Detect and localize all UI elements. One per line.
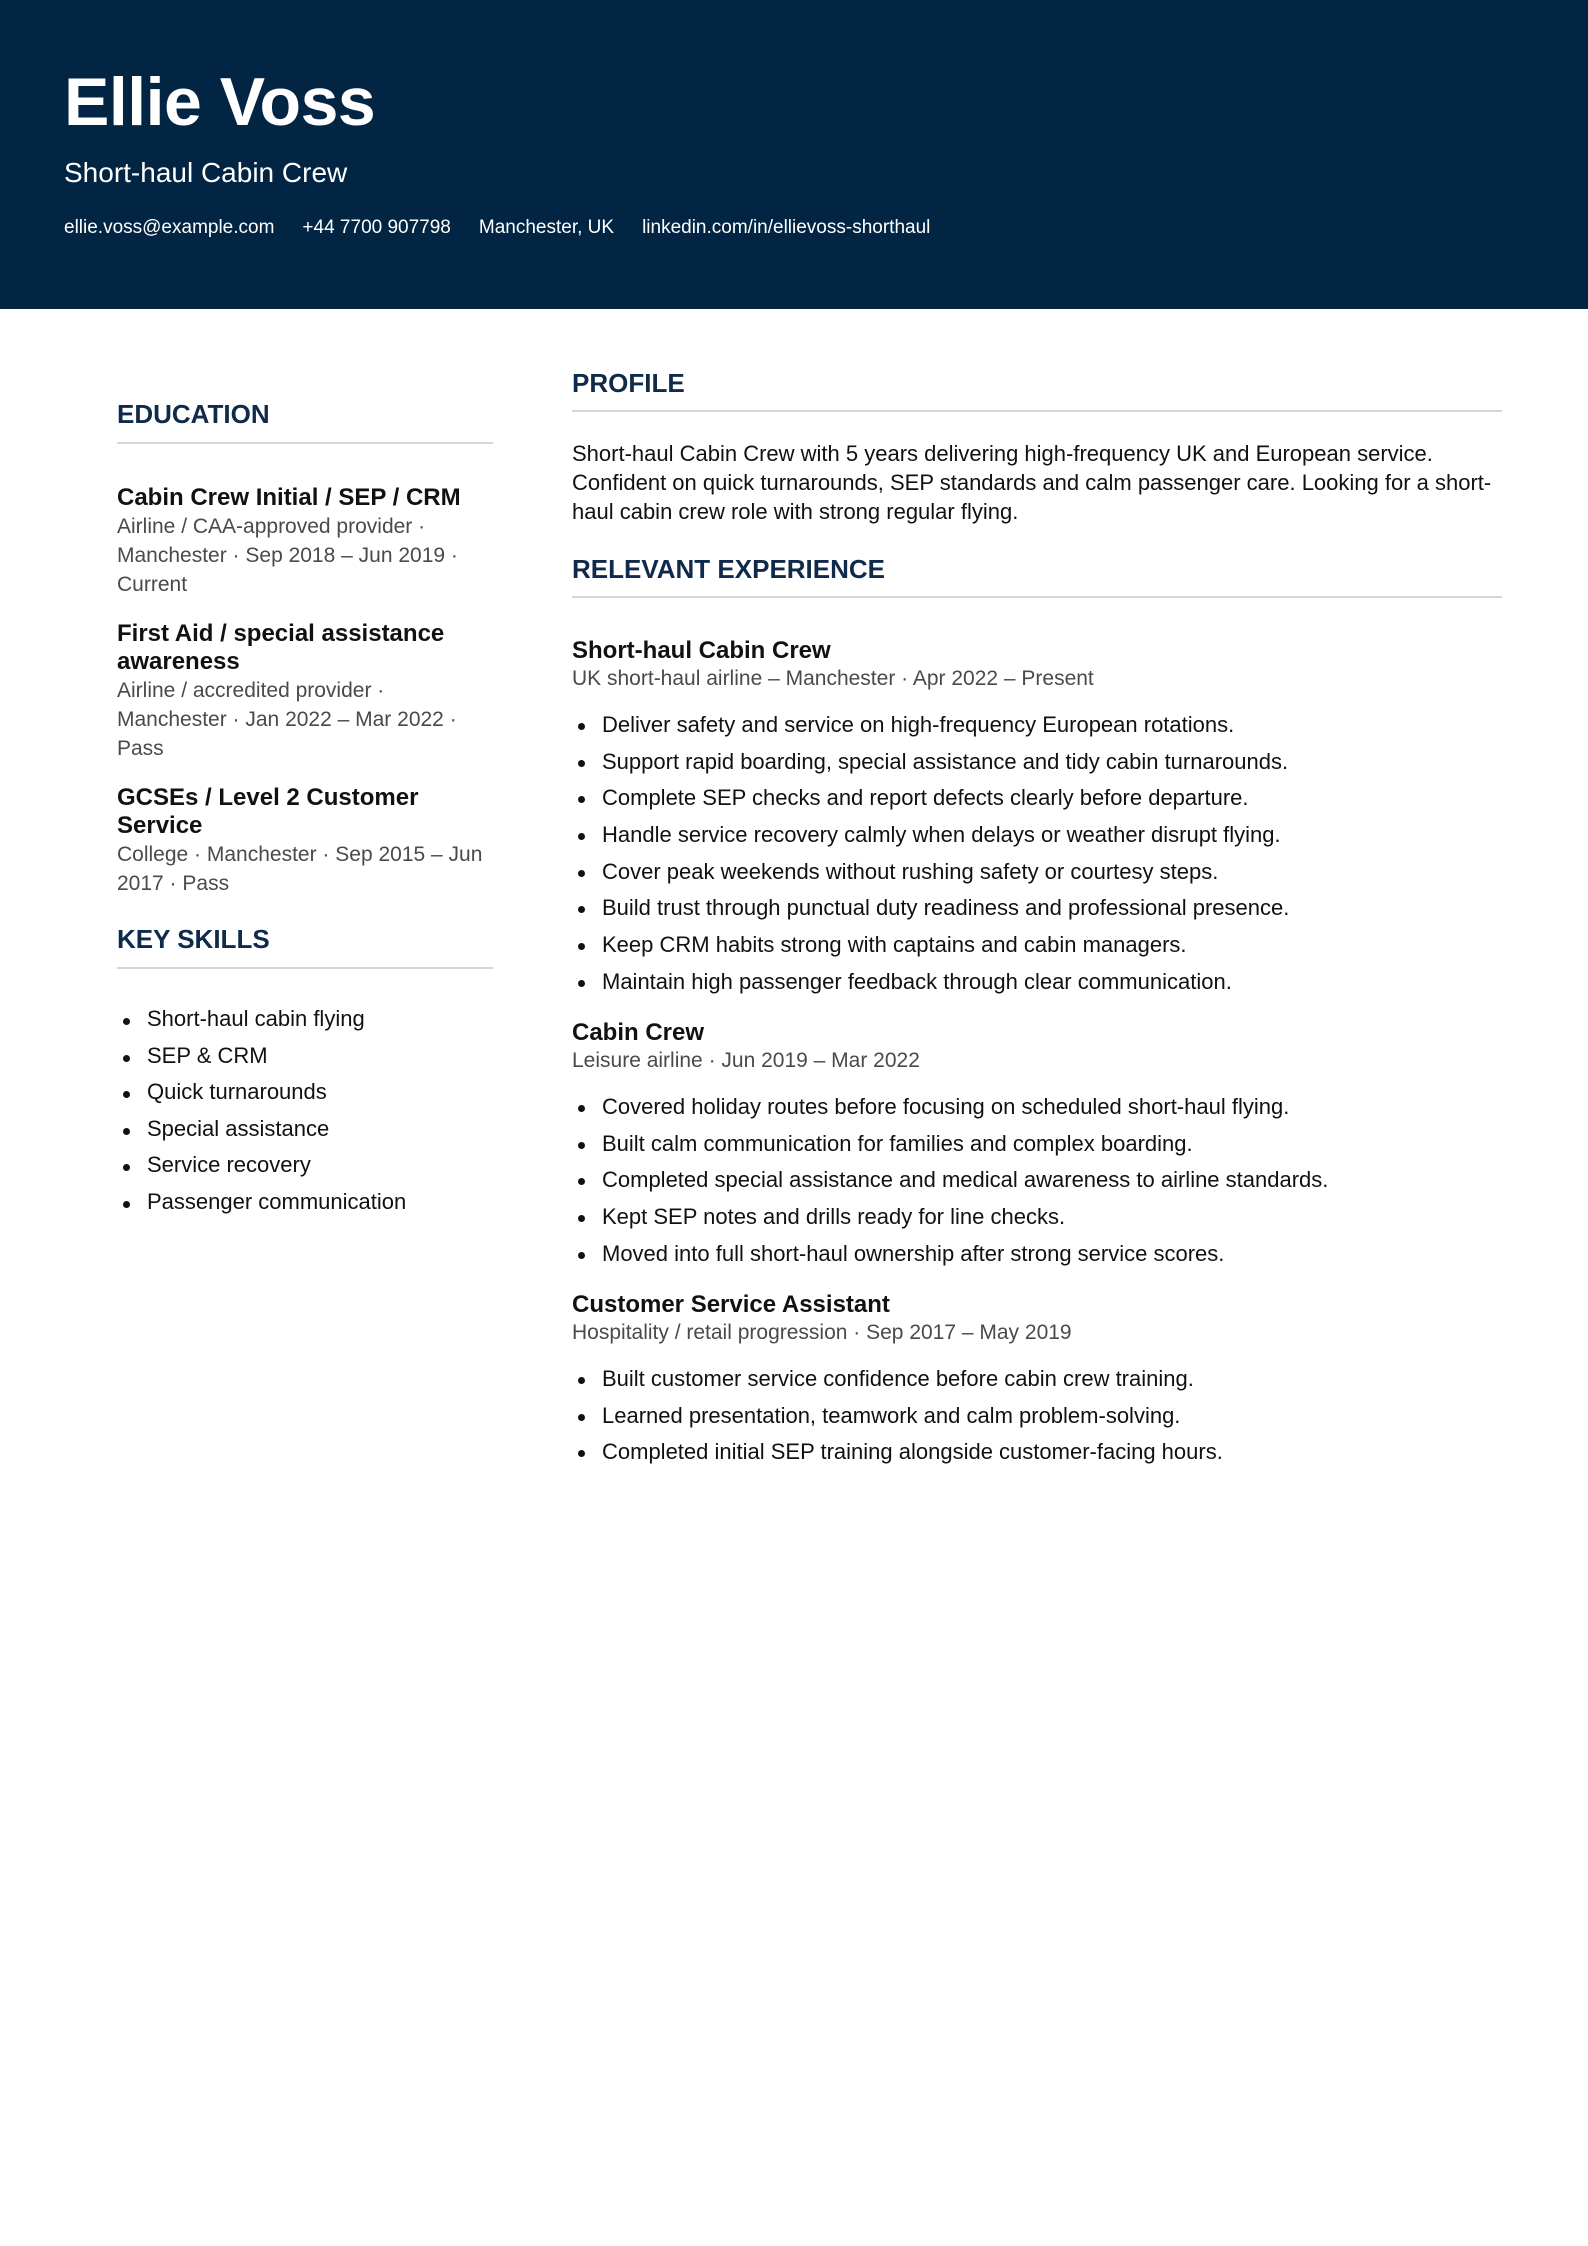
contact-line (64, 215, 930, 241)
skills-list (117, 1003, 493, 1223)
job-bullets (572, 1090, 1512, 1273)
job-bullet: Built customer service confidence before cabin crew training. (572, 1362, 1512, 1399)
skill-item: Quick turnarounds (117, 1076, 493, 1113)
skill-item: Short-haul cabin flying (117, 1003, 493, 1040)
skill-item: Service recovery (117, 1149, 493, 1186)
job-title: Cabin Crew (572, 1019, 705, 1046)
education-item (117, 784, 493, 898)
education-item (117, 484, 493, 599)
experience-heading: RELEVANT EXPERIENCE (572, 554, 886, 584)
job-bullet: Complete SEP checks and report defects clearly before departure. (572, 781, 1512, 818)
job-meta: Leisure airline · Jun 2019 – Mar 2022 (572, 1049, 920, 1072)
job-bullet: Covered holiday routes before focusing on scheduled short-haul flying. (572, 1090, 1512, 1127)
resume-header (0, 0, 1588, 309)
profile-divider (572, 410, 1502, 412)
job-bullet: Deliver safety and service on high-frequency European rotations. (572, 708, 1512, 745)
candidate-title: Short-haul Cabin Crew (64, 157, 348, 188)
job-entry (572, 637, 1512, 1002)
education-item (117, 620, 493, 763)
job-bullet: Keep CRM habits strong with captains and cabin managers. (572, 928, 1512, 965)
contact-location: Manchester, UK (478, 217, 615, 238)
education-divider (117, 442, 493, 444)
job-bullet: Completed initial SEP training alongside customer-facing hours. (572, 1435, 1512, 1472)
job-bullet: Completed special assistance and medical awareness to airline standards. (572, 1163, 1512, 1200)
job-meta: Hospitality / retail progression · Sep 2017 – May 2019 (572, 1321, 1072, 1344)
education-heading: EDUCATION (117, 399, 270, 429)
education-item-meta: Airline / CAA-approved provider · Manchester · Sep 2018 – Jun 2019 · Current (117, 515, 458, 596)
job-title: Customer Service Assistant (572, 1291, 890, 1318)
job-entry (572, 1291, 1512, 1472)
job-bullet: Handle service recovery calmly when delays or weather disrupt flying. (572, 818, 1512, 855)
job-bullet: Maintain high passenger feedback through clear communication. (572, 965, 1512, 1002)
education-item-meta: Airline / accredited provider · Manchester · Jan 2022 – Mar 2022 · Pass (117, 679, 457, 760)
job-entry (572, 1019, 1512, 1273)
candidate-name: Ellie Voss (64, 64, 376, 140)
job-bullet: Support rapid boarding, special assistance and tidy cabin turnarounds. (572, 745, 1512, 782)
education-item-meta: College · Manchester · Sep 2015 – Jun 2017 · Pass (117, 843, 483, 895)
skill-item: SEP & CRM (117, 1040, 493, 1077)
job-bullet: Kept SEP notes and drills ready for line checks. (572, 1200, 1512, 1237)
job-title: Short-haul Cabin Crew (572, 637, 831, 664)
education-item-title: Cabin Crew Initial / SEP / CRM (117, 484, 461, 511)
education-item-title: First Aid / special assistance awareness (117, 620, 445, 675)
contact-linkedin[interactable]: linkedin.com/in/ellievoss-shorthaul (642, 217, 931, 238)
skills-heading: KEY SKILLS (117, 924, 270, 954)
skills-divider (117, 967, 493, 969)
skill-item: Special assistance (117, 1113, 493, 1150)
job-bullet: Learned presentation, teamwork and calm problem-solving. (572, 1399, 1512, 1436)
job-meta: UK short-haul airline – Manchester · Apr 2022 – Present (572, 667, 1094, 690)
experience-divider (572, 596, 1502, 598)
contact-email[interactable]: ellie.voss@example.com (64, 217, 275, 238)
job-bullet: Build trust through punctual duty readiness and professional presence. (572, 891, 1512, 928)
job-bullets (572, 708, 1512, 1002)
profile-heading: PROFILE (572, 368, 685, 398)
job-bullet: Cover peak weekends without rushing safety or courtesy steps. (572, 855, 1512, 892)
contact-phone[interactable]: +44 7700 907798 (302, 217, 451, 238)
education-item-title: GCSEs / Level 2 Customer Service (117, 784, 419, 839)
profile-summary: Short-haul Cabin Crew with 5 years delivering high-frequency UK and European service. Confident on quick turnarounds, SEP standards and calm passenger care. Looking for a short-haul cabin crew role with strong regular flying. (572, 441, 1492, 524)
job-bullet: Moved into full short-haul ownership after strong service scores. (572, 1237, 1512, 1274)
job-bullets (572, 1362, 1512, 1472)
job-bullet: Built calm communication for families and complex boarding. (572, 1127, 1512, 1164)
skill-item: Passenger communication (117, 1186, 493, 1223)
